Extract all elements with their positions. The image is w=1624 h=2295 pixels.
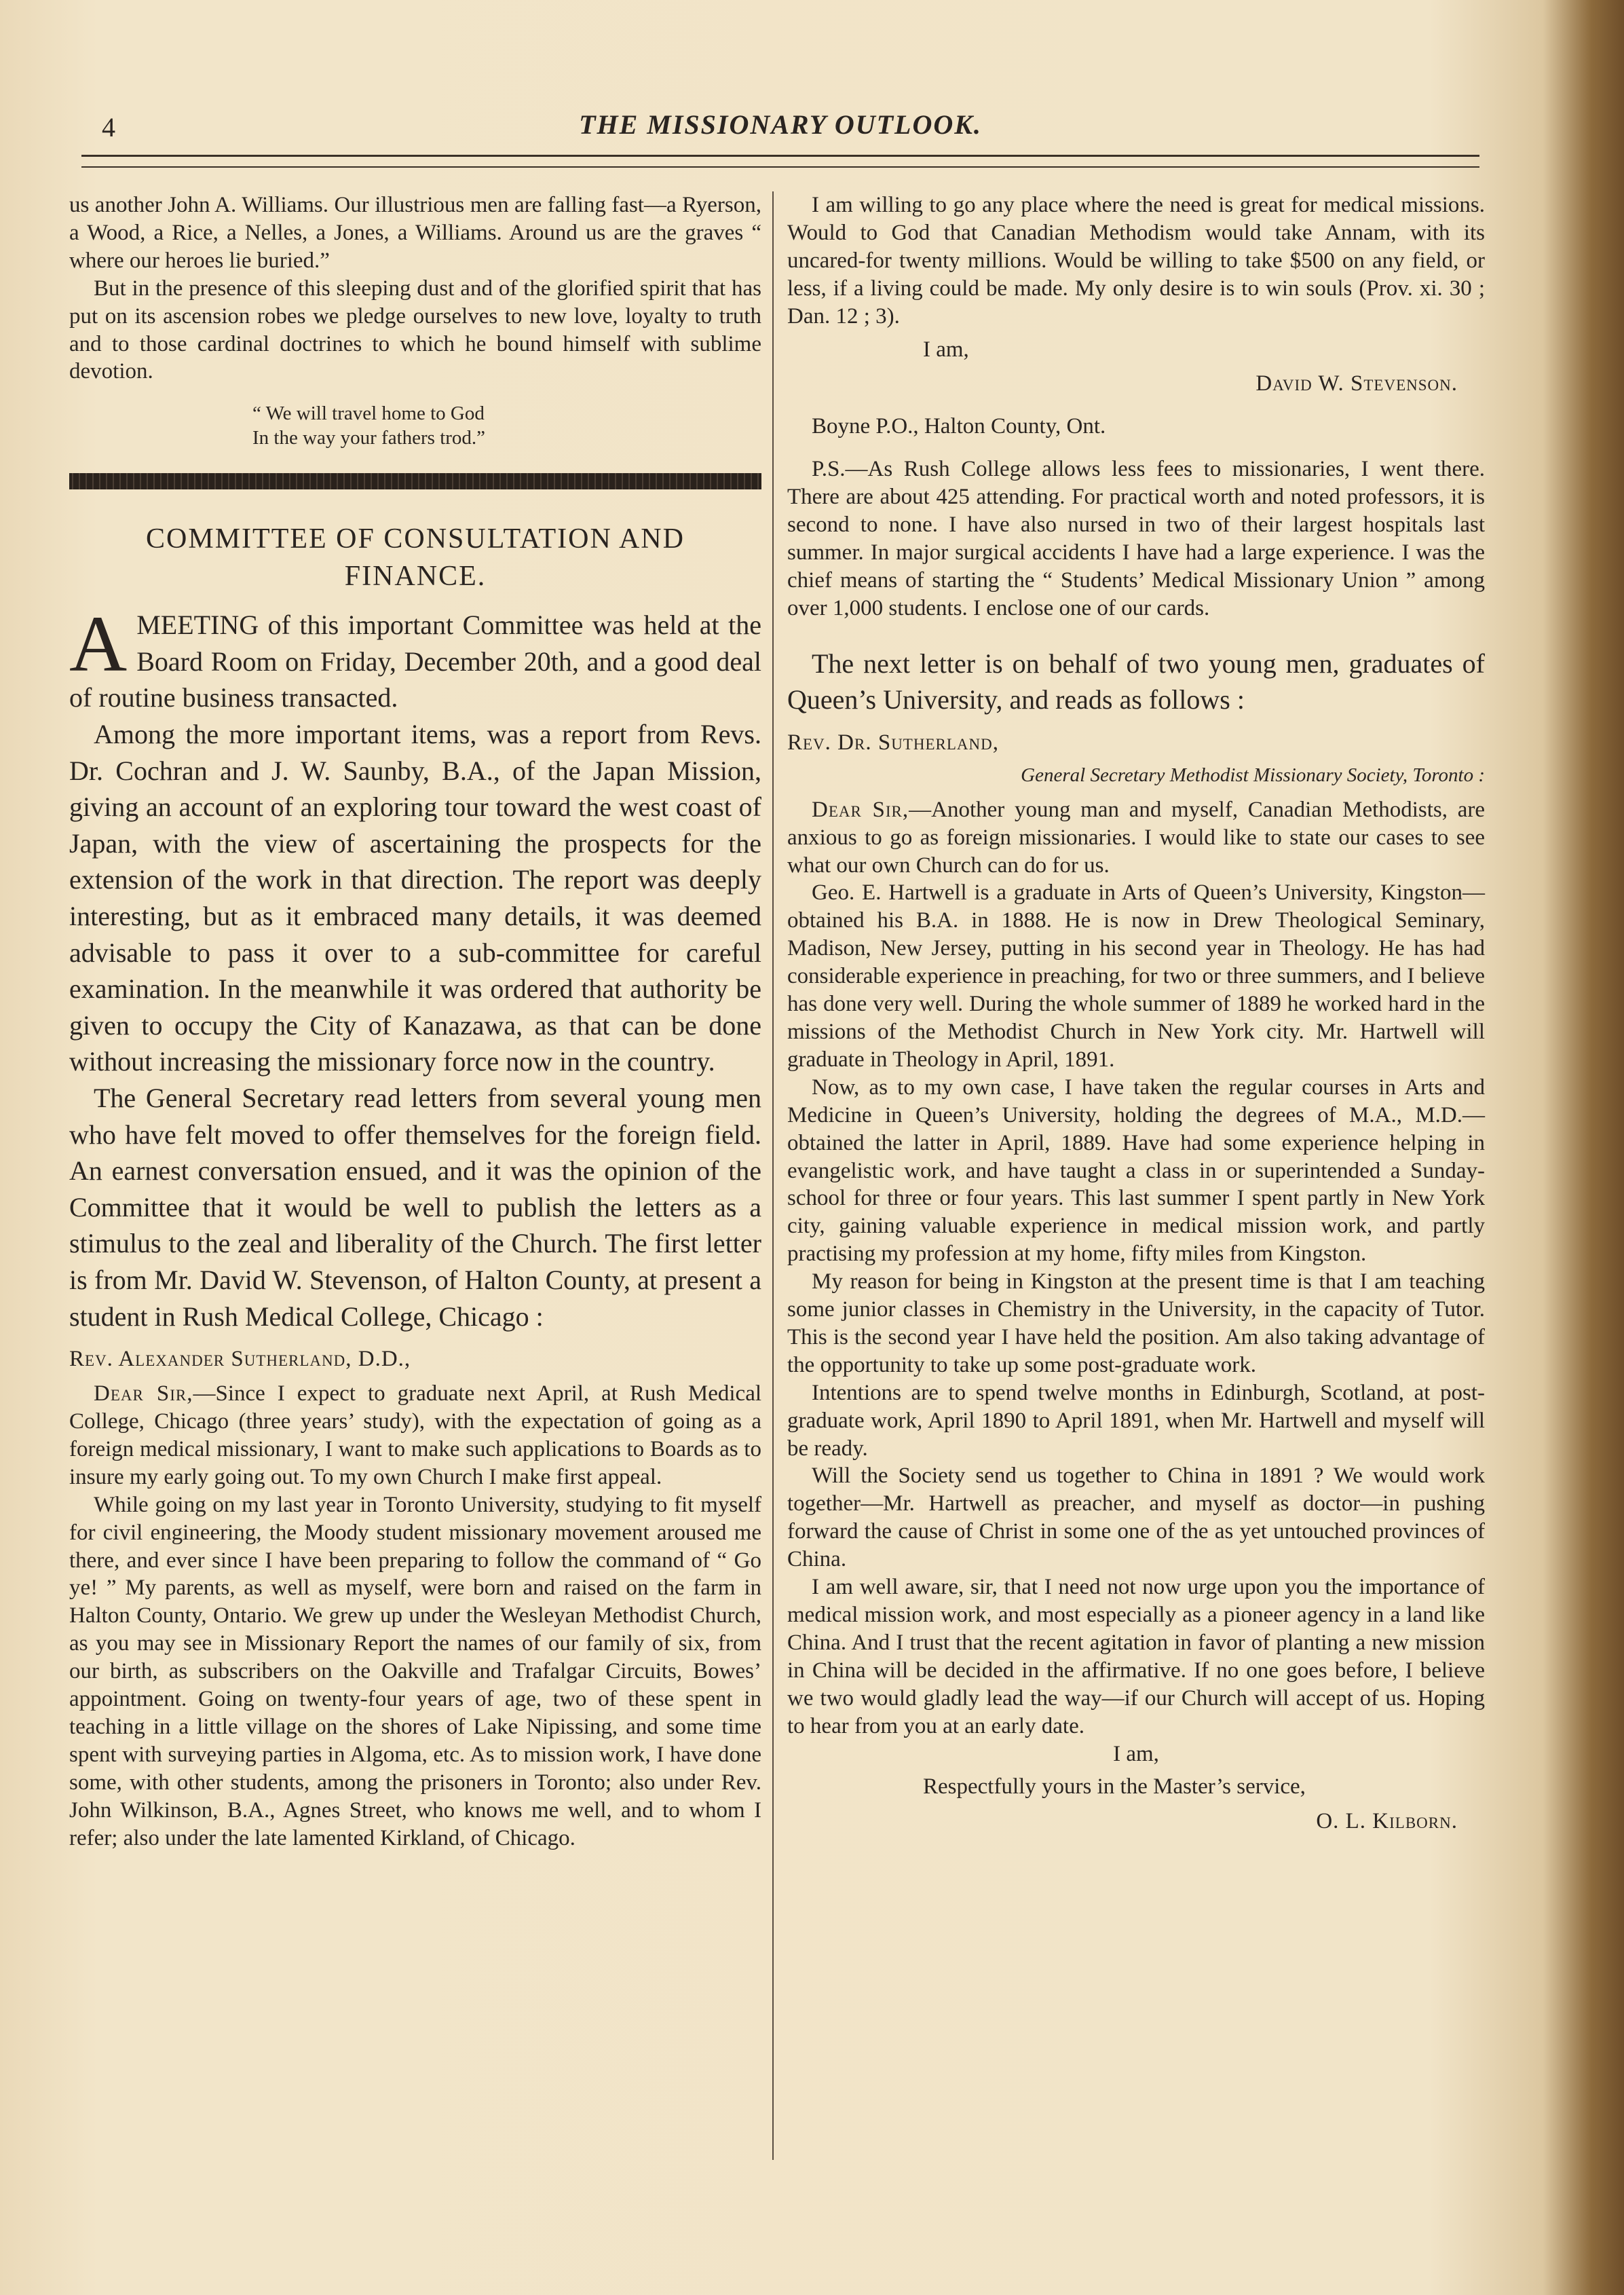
paragraph: I am willing to go any place where the need is great for medical missions. Would to God that Canadian Methodism would take Annam, with its uncared-for twenty millions. Would be willing to take $500 on any field, or less, if a living could be made. My only desire is to win souls (Prov. xi. 30 ; Dan. 12 ; 3). — [787, 193, 1485, 329]
paragraph: I am well aware, sir, that I need not now urge upon you the importance of medical mission work, and most especially as a pioneer agency in a land like China. And I trust that the recent agitation in favor of planting a new mission in China will be decided in the affirmative. If no one goes before, I believe we two would gladly lead the way—if our Church will accept of us. Hoping to hear from you at an early date. — [787, 1575, 1485, 1738]
poem-line: In the way your fathers trod.” — [252, 426, 486, 449]
paragraph-text: —Another young man and myself, Canadian Methodists, are anxious to go as foreign missionaries. I would like to state our cases to see what our own Church can do for us. — [787, 797, 1486, 878]
section-heading-line: COMMITTEE OF CONSULTATION AND — [146, 523, 685, 555]
section-heading — [69, 521, 761, 595]
paragraph: Intentions are to spend twelve months in Edinburgh, Scotland, at post-graduate work, April 1890 to April 1891, when Mr. Hartwell and myself will be ready. — [787, 1380, 1485, 1461]
paragraph: While going on my last year in Toronto University, studying to fit myself for civil engineering, the Moody student missionary movement aroused me there, and ever since I have been preparing to follow the command of “ Go ye! ” My parents, as well as myself, were born and raised on the farm in Halton County, Ontario. We grew up under the Wesleyan Methodist Church, as you may see in Missionary Report the names of our family of six, from our birth, as subscribers on the Oakville and Trafalgar Circuits, Bowes’ appointment. Going on twenty-four years of age, two of these spent in teaching in a little village on the shores of Lake Nipissing, and some time spent with surveying parties in Algoma, etc. As to mission work, I have done some, with other students, among the prisoners in Toronto; also under Rev. John Wilkinson, B.A., Agnes Street, who knows me well, and to whom I refer; also under the late lamented Kirkland, of Chicago. — [69, 1492, 761, 1850]
address: Boyne P.O., Halton County, Ont. — [812, 414, 1106, 439]
paragraph: Geo. E. Hartwell is a graduate in Arts of Queen’s University, Kingston—obtained his B.A. in 1888. He is now in Drew Theological Seminary, Madison, New Jersey, putting in his second year in Theology. He has had considerable experience in preaching, for two or three summers, and I believe has done very well. During the whole summer of 1889 he worked hard in the missions of the Methodist Church in New York city. Mr. Hartwell will graduate in Theology in April, 1891. — [787, 880, 1485, 1072]
closing: I am, — [923, 337, 969, 362]
paragraph: The General Secretary read letters from several young men who have felt moved to offer themselves for the foreign field. An earnest conversation ensued, and it was the opinion of the Committee that it would be well to publish the letters as a stimulus to the zeal and liberality of the Church. The first letter is from Mr. David W. Stevenson, of Halton County, at present a student in Rush Medical College, Chicago : — [69, 1083, 761, 1332]
section-divider-bar — [69, 473, 761, 489]
paragraph: My reason for being in Kingston at the present time is that I am teaching some junior classes in Chemistry in the University, in the capacity of Tutor. This is the second year I have held the position. Am also taking advantage of the opportunity to take up some post-graduate work. — [787, 1269, 1485, 1377]
signature: O. L. Kilborn. — [1316, 1809, 1458, 1834]
lead-paragraph — [69, 599, 761, 716]
paragraph: Among the more important items, was a report from Revs. Dr. Cochran and J. W. Saunby, B.A., of the Japan Mission, giving an account of an exploring tour toward the west coast of Japan, with the view of ascertaining the prospects for the extension of the work in that direction. The report was deeply interesting, but as it embraced many details, it was deemed advisable to pass it over to a sub-committee for careful examination. In the meanwhile it was ordered that authority be given to occupy the City of Kanazawa, as that can be done without increasing the missionary force now in the country. — [69, 719, 761, 1077]
closing: I am, — [1113, 1741, 1159, 1766]
journal-title: THE MISSIONARY OUTLOOK. — [579, 109, 982, 140]
letter-salutation: Rev. Alexander Sutherland, D.D., — [69, 1347, 411, 1372]
signature: David W. Stevenson. — [1255, 371, 1458, 396]
right-column — [787, 191, 1485, 1835]
drop-cap: A — [69, 599, 128, 689]
paragraph — [69, 1380, 761, 1491]
paragraph — [787, 796, 1485, 880]
poem-quote — [252, 402, 761, 450]
left-column — [69, 191, 761, 1852]
paragraph: Will the Society send us together to China in 1891 ? We would work together—Mr. Hartwell as preacher, and myself as doctor—in pushing forward the cause of Christ in some one of the as yet untouched provinces of China. — [787, 1463, 1485, 1572]
column-divider — [772, 191, 774, 2160]
lead-text: MEETING of this important Committee was held at the Board Room on Friday, December 20th, and a good deal of routine business transacted. — [69, 610, 761, 713]
article-body — [69, 599, 761, 1335]
page-number: 4 — [102, 112, 115, 143]
page-header — [81, 109, 1479, 149]
header-rule — [81, 155, 1479, 168]
dear-sir: Dear Sir, — [94, 1381, 193, 1406]
paragraph: us another John A. Williams. Our illustrious men are falling fast—a Ryerson, a Wood, a Rice, a Nelles, a Jones, a Williams. Around us are the graves “ where our heroes lie buried.” — [69, 193, 761, 273]
letter-salutation: Rev. Dr. Sutherland, — [787, 730, 999, 755]
section-heading-line: FINANCE. — [344, 560, 487, 592]
paragraph: But in the presence of this sleeping dust and of the glorified spirit that has put on its ascension robes we pledge ourselves to new love, loyalty to truth and to those cardinal doctrines to which he bound himself with sublime devotion. — [69, 276, 761, 384]
poem-line: “ We will travel home to God — [252, 403, 485, 425]
salutation-subtitle: General Secretary Methodist Missionary Society, Toronto : — [1021, 764, 1485, 786]
postscript: P.S.—As Rush College allows less fees to missionaries, I went there. There are about 425 attending. For practical worth and noted professors, it is second to none. I have also nursed in two of their largest hospitals last summer. In major surgical accidents I have had a large experience. I was the chief means of starting the “ Students’ Medical Missionary Union ” among over 1,000 students. I enclose one of our cards. — [787, 457, 1485, 620]
dear-sir: Dear Sir, — [812, 797, 909, 822]
paragraph-text: —Since I expect to graduate next April, at Rush Medical College, Chicago (three years’ study), with the expectation of going as a foreign medical missionary, I want to make such applications to Boards as to insure my early going out. To my own Church I make first appeal. — [69, 1381, 762, 1489]
closing: Respectfully yours in the Master’s service, — [923, 1774, 1306, 1799]
paragraph: Now, as to my own case, I have taken the regular courses in Arts and Medicine in Queen’s University, holding the degrees of M.A., M.D.—obtained the latter in April, 1889. Have had some experience helping in evangelistic work, and have taught a class in or superintended a Sunday-school for three or four years. This last summer I spent partly in New York city, gaining valuable experience in medical mission work, and partly practising my profession at my home, fifty miles from Kingston. — [787, 1075, 1485, 1267]
intro-paragraph: The next letter is on behalf of two young men, graduates of Queen’s University, and reads as follows : — [787, 648, 1485, 715]
